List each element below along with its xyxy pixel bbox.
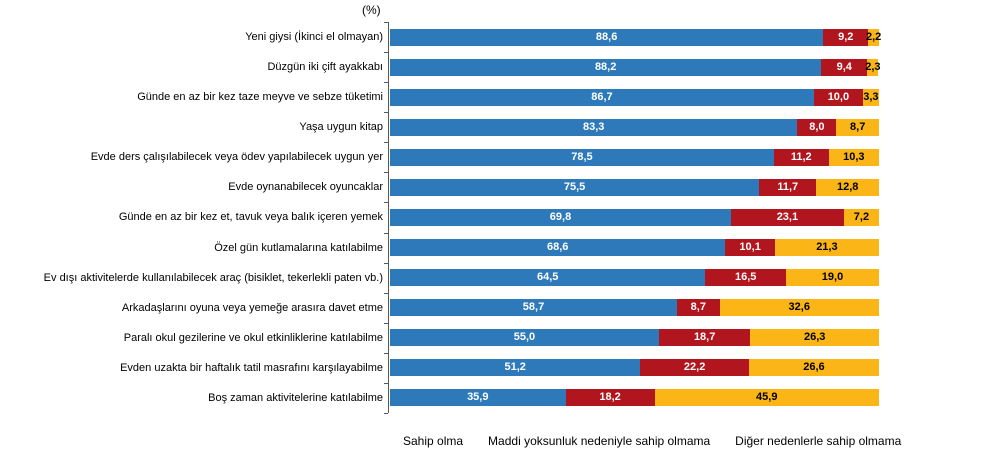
axis-tick bbox=[384, 82, 388, 83]
bar bbox=[390, 329, 879, 346]
value-label: 18,2 bbox=[599, 391, 621, 404]
bar-segment bbox=[390, 359, 640, 376]
bar-segment bbox=[865, 59, 881, 76]
axis-tick bbox=[384, 172, 388, 173]
bar-segment bbox=[863, 89, 879, 106]
category-label: Düzgün iki çift ayakkabı bbox=[267, 61, 383, 74]
value-label: 35,9 bbox=[467, 391, 489, 404]
value-label: 3,3 bbox=[863, 90, 879, 103]
bar bbox=[390, 149, 879, 166]
bar-segment bbox=[640, 359, 749, 376]
bar-segment bbox=[750, 329, 879, 346]
plot-area bbox=[0, 22, 882, 413]
bar-segment bbox=[390, 269, 705, 286]
value-label: 18,7 bbox=[693, 331, 716, 344]
axis-tick bbox=[384, 233, 388, 234]
bar-segment bbox=[816, 179, 879, 196]
bar-segment bbox=[566, 389, 655, 406]
axis-tick bbox=[384, 112, 388, 113]
bar-segment bbox=[390, 179, 759, 196]
y-axis-line bbox=[388, 22, 389, 413]
bar-segment bbox=[677, 299, 720, 316]
legend-item-diger-nedenler bbox=[721, 434, 901, 448]
chart-row bbox=[0, 293, 879, 323]
bar-segment bbox=[725, 239, 774, 256]
chart-row bbox=[0, 142, 879, 172]
axis-tick bbox=[384, 323, 388, 324]
chart-row bbox=[0, 52, 879, 82]
value-label: 88,6 bbox=[595, 30, 618, 43]
bar bbox=[390, 179, 879, 196]
chart-row bbox=[0, 112, 879, 142]
bar-segment bbox=[823, 29, 868, 46]
legend-label-sahip-olma: Sahip olma bbox=[403, 434, 464, 448]
chart-row bbox=[0, 22, 882, 52]
bar-segment bbox=[786, 269, 879, 286]
bar bbox=[390, 239, 879, 256]
bar-segment bbox=[814, 89, 863, 106]
bar-segment bbox=[390, 389, 566, 406]
chart-row bbox=[0, 383, 879, 413]
chart-row bbox=[0, 353, 879, 383]
bar-segment bbox=[797, 119, 836, 136]
bar-segment bbox=[390, 329, 659, 346]
value-label: 7,2 bbox=[853, 210, 870, 223]
value-label: 69,8 bbox=[549, 210, 572, 223]
bar-segment bbox=[731, 209, 844, 226]
category-label: Evde oynanabilecek oyuncaklar bbox=[228, 181, 383, 194]
value-label: 10,0 bbox=[827, 90, 850, 103]
bar bbox=[390, 299, 879, 316]
bar bbox=[390, 209, 879, 226]
value-label: 9,2 bbox=[838, 30, 854, 43]
category-label: Boş zaman aktivitelerine katılabilme bbox=[208, 391, 383, 404]
value-label: 16,5 bbox=[735, 271, 757, 284]
value-label: 55,0 bbox=[513, 331, 536, 344]
value-label: 78,5 bbox=[571, 150, 593, 163]
value-label: 32,6 bbox=[788, 301, 810, 314]
axis-tick bbox=[384, 263, 388, 264]
bar-segment bbox=[390, 29, 823, 46]
category-label: Yeni giysi (İkinci el olmayan) bbox=[245, 31, 383, 44]
legend-swatch-red-icon bbox=[474, 436, 484, 446]
value-label: 68,6 bbox=[547, 241, 569, 254]
axis-tick bbox=[384, 142, 388, 143]
value-label: 2,3 bbox=[865, 60, 881, 73]
value-label: 26,3 bbox=[803, 331, 826, 344]
bar-segment bbox=[844, 209, 879, 226]
category-label: Ev dışı aktivitelerde kullanılabilecek araç (bisiklet, tekerlekli paten vb.) bbox=[43, 271, 383, 284]
legend-swatch-yellow-icon bbox=[721, 436, 731, 446]
category-label: Evde ders çalışılabilecek veya ödev yapılabilecek uygun yer bbox=[90, 151, 383, 164]
chart-row bbox=[0, 202, 879, 232]
value-label: 45,9 bbox=[756, 391, 778, 404]
value-label: 23,1 bbox=[776, 210, 799, 223]
category-label: Günde en az bir kez et, tavuk veya balık içeren yemek bbox=[118, 211, 383, 224]
value-label: 11,2 bbox=[790, 150, 812, 163]
value-label: 11,7 bbox=[777, 180, 799, 193]
bar-segment bbox=[390, 89, 814, 106]
value-label: 10,1 bbox=[739, 241, 761, 254]
category-label: Özel gün kutlamalarına katılabilme bbox=[214, 241, 383, 254]
bar-segment bbox=[390, 239, 725, 256]
category-label: Evden uzakta bir haftalık tatil masrafını karşılayabilme bbox=[120, 361, 383, 374]
value-label: 86,7 bbox=[591, 90, 613, 103]
bar-segment bbox=[390, 209, 731, 226]
bar-segment bbox=[390, 59, 821, 76]
value-label: 21,3 bbox=[816, 241, 838, 254]
value-label: 8,0 bbox=[809, 120, 825, 133]
category-label: Paralı okul gezilerine ve okul etkinliklerine katılabilme bbox=[123, 331, 383, 344]
axis-tick bbox=[384, 413, 388, 414]
bar-segment bbox=[759, 179, 816, 196]
bar-segment bbox=[749, 359, 879, 376]
value-label: 2,2 bbox=[865, 30, 882, 43]
category-label: Günde en az bir kez taze meyve ve sebze tüketimi bbox=[137, 91, 383, 104]
chart-row bbox=[0, 263, 879, 293]
bar-segment bbox=[720, 299, 879, 316]
bar bbox=[390, 269, 879, 286]
chart-row bbox=[0, 82, 879, 112]
bar bbox=[390, 359, 879, 376]
value-label: 64,5 bbox=[536, 271, 559, 284]
axis-tick bbox=[384, 22, 388, 23]
value-label: 88,2 bbox=[594, 60, 617, 73]
bar-segment bbox=[821, 59, 867, 76]
axis-tick bbox=[384, 293, 388, 294]
value-label: 26,6 bbox=[803, 361, 825, 374]
chart-row bbox=[0, 233, 879, 263]
bar-segment bbox=[775, 239, 879, 256]
bar bbox=[390, 59, 879, 76]
legend-label-diger-nedenler: Diğer nedenlerle sahip olmama bbox=[735, 434, 902, 448]
bar bbox=[390, 119, 879, 136]
bar-segment bbox=[829, 149, 879, 166]
value-label: 10,3 bbox=[843, 150, 865, 163]
legend-item-sahip-olma bbox=[389, 434, 463, 448]
value-label: 58,7 bbox=[522, 301, 545, 314]
axis-tick bbox=[384, 52, 388, 53]
chart-row bbox=[0, 323, 879, 353]
value-label: 19,0 bbox=[821, 271, 844, 284]
axis-tick bbox=[384, 202, 388, 203]
value-label: 75,5 bbox=[563, 180, 586, 193]
unit-label: (%) bbox=[362, 3, 381, 17]
axis-tick bbox=[384, 383, 388, 384]
value-label: 8,7 bbox=[850, 120, 866, 133]
bar-segment bbox=[705, 269, 786, 286]
bar-segment bbox=[865, 29, 882, 46]
legend-swatch-blue-icon bbox=[389, 436, 399, 446]
axis-tick bbox=[384, 353, 388, 354]
legend-label-maddi-yoksunluk: Maddi yoksunluk nedeniyle sahip olmama bbox=[488, 434, 711, 448]
legend-item-maddi-yoksunluk bbox=[474, 434, 710, 448]
category-label: Yaşa uygun kitap bbox=[299, 121, 383, 134]
bar-segment bbox=[390, 299, 677, 316]
legend bbox=[389, 434, 901, 448]
bar bbox=[390, 29, 882, 46]
bar-segment bbox=[390, 119, 797, 136]
value-label: 83,3 bbox=[582, 120, 605, 133]
category-label: Arkadaşlarını oyuna veya yemeğe arasıra davet etme bbox=[121, 301, 383, 314]
bar bbox=[390, 89, 879, 106]
value-label: 9,4 bbox=[836, 60, 852, 73]
value-label: 12,8 bbox=[836, 180, 859, 193]
chart-row bbox=[0, 172, 879, 202]
bar-segment bbox=[390, 149, 774, 166]
bar bbox=[390, 389, 879, 406]
value-label: 8,7 bbox=[690, 301, 706, 314]
value-label: 51,2 bbox=[504, 361, 526, 374]
bar-segment bbox=[774, 149, 829, 166]
bar-segment bbox=[836, 119, 879, 136]
bar-segment bbox=[655, 389, 879, 406]
value-label: 22,2 bbox=[683, 361, 706, 374]
bar-segment bbox=[659, 329, 750, 346]
